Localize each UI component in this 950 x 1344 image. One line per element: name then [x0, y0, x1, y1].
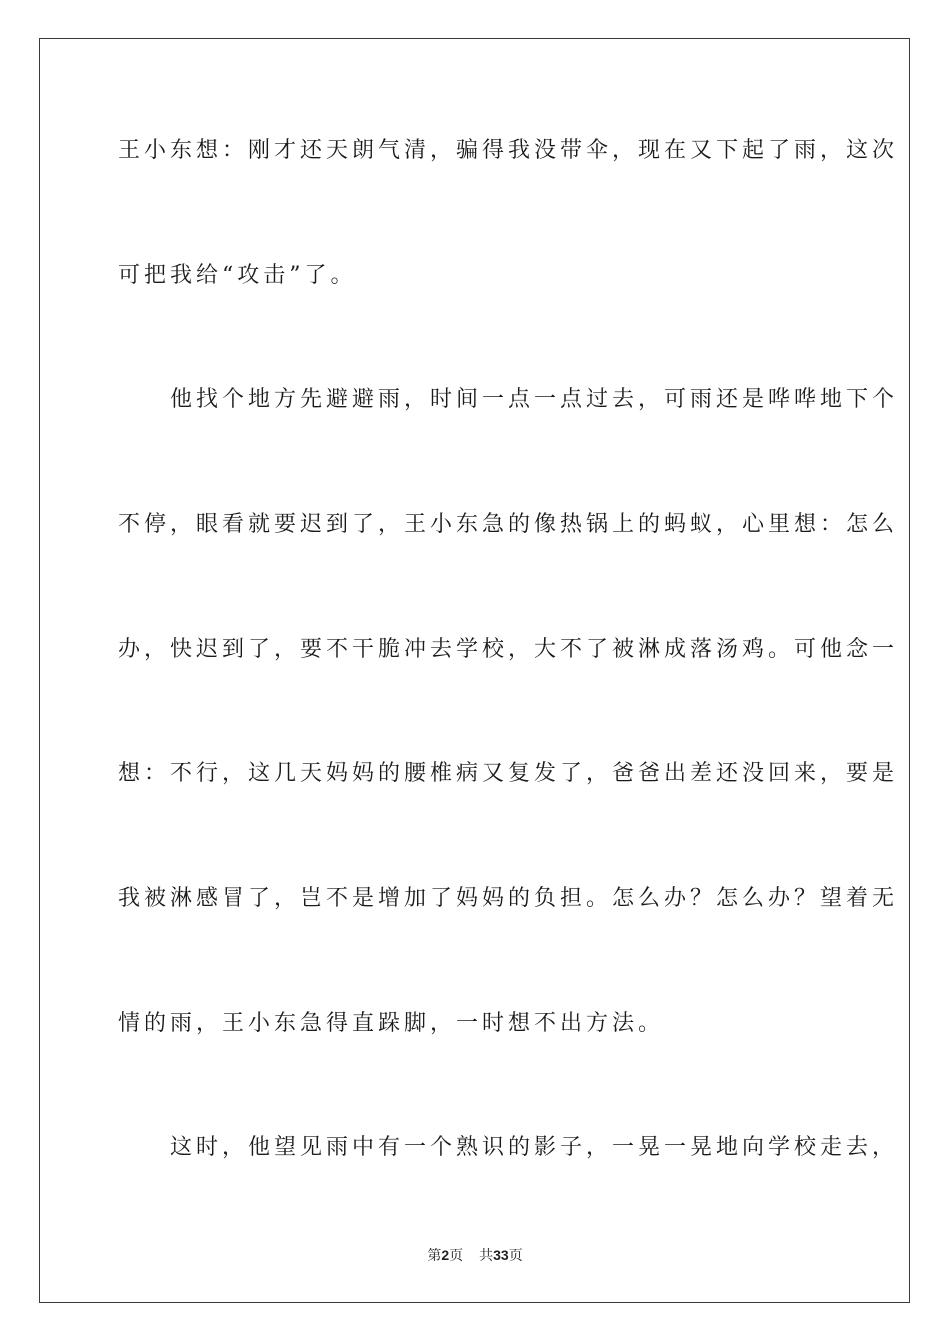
page-border — [39, 38, 910, 1303]
body-text-line: 王小东想：刚才还天朗气清，骗得我没带伞，现在又下起了雨，这次 — [118, 138, 899, 163]
page-number: 2 — [441, 1247, 450, 1263]
total-pages: 33 — [493, 1247, 509, 1263]
body-text-line: 想：不行，这几天妈妈的腰椎病又复发了，爸爸出差还没回来，要是 — [118, 761, 899, 786]
total-suffix: 页 — [508, 1248, 523, 1264]
page-footer — [0, 1246, 950, 1265]
body-text-line: 可把我给“攻击”了。 — [118, 263, 357, 288]
body-text-line: 不停，眼看就要迟到了，王小东急的像热锅上的蚂蚁，心里想：怎么 — [118, 512, 899, 537]
page-prefix: 第 — [427, 1248, 442, 1264]
page-suffix: 页 — [449, 1248, 464, 1264]
body-text-line: 我被淋感冒了，岂不是增加了妈妈的负担。怎么办？怎么办？望着无 — [118, 886, 899, 911]
total-prefix: 共 — [479, 1248, 494, 1264]
body-text-line: 他找个地方先避避雨，时间一点一点过去，可雨还是哗哗地下个 — [118, 387, 899, 412]
body-text-line: 这时，他望见雨中有一个熟识的影子，一晃一晃地向学校走去， — [118, 1135, 899, 1160]
body-text-line: 情的雨，王小东急得直跺脚，一时想不出方法。 — [118, 1011, 665, 1036]
body-text-line: 办，快迟到了，要不干脆冲去学校，大不了被淋成落汤鸡。可他念一 — [118, 637, 899, 662]
